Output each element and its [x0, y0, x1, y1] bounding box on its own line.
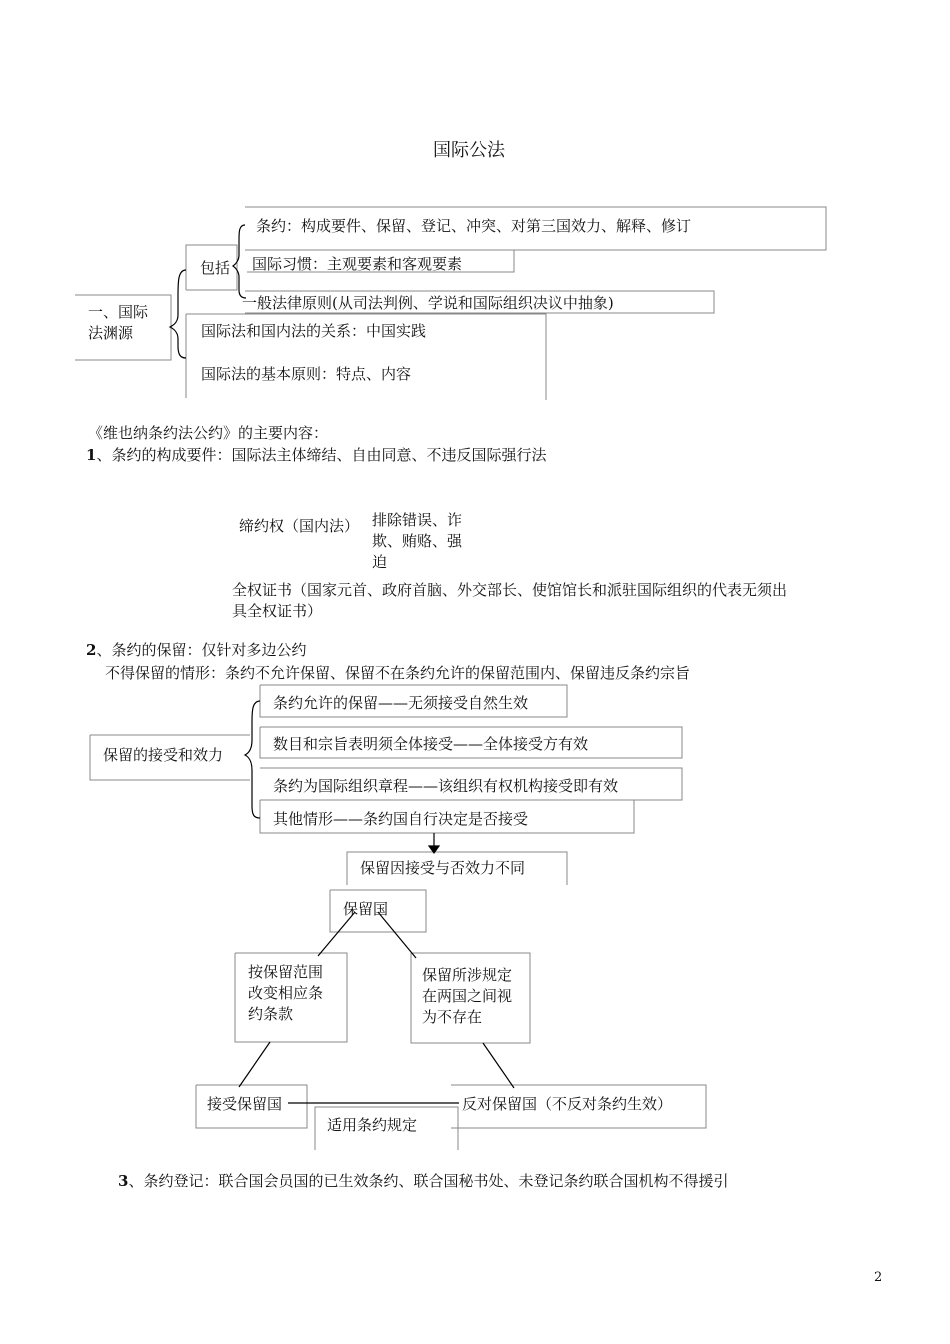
item1-number: 1 — [86, 446, 97, 464]
item3-number: 3 — [118, 1172, 129, 1190]
general-principles-text: 一般法律原则(从司法判例、学说和国际组织决议中抽象) — [242, 294, 614, 312]
accept-case-3: 条约为国际组织章程——该组织有权机构接受即有效 — [273, 777, 619, 795]
basic-principles-text: 国际法的基本原则：特点、内容 — [201, 365, 412, 383]
custom-text: 国际习惯：主观要素和客观要素 — [252, 255, 463, 273]
modify-box-text: 按保留范围改变相应条约条款 — [248, 963, 324, 1023]
accept-case-2: 数目和宗旨表明须全体接受——全体接受方有效 — [273, 735, 589, 753]
full-powers-text: 全权证书（国家元首、政府首脑、外交部长、使馆馆长和派驻国际组织的代表无须出具全权证书） — [232, 581, 788, 620]
item3-text: 、条约登记：联合国会员国的已生效条约、联合国秘书处、未登记条约联合国机构不得援引 — [128, 1172, 729, 1190]
item2-text: 、条约的保留：仅针对多边公约 — [96, 641, 307, 659]
page-number: 2 — [874, 1270, 883, 1285]
accepting-state-text: 接受保留国 — [207, 1095, 283, 1113]
reserving-state-text: 保留国 — [343, 900, 389, 918]
root-label: 一、国际 法渊源 — [88, 303, 149, 342]
root-brace — [170, 270, 186, 358]
acceptance-label: 保留的接受和效力 — [103, 746, 224, 764]
treaty-text: 条约：构成要件、保留、登记、冲突、对第三国效力、解释、修订 — [256, 217, 692, 235]
relation-text: 国际法和国内法的关系：中国实践 — [201, 322, 427, 340]
treaty-power-text: 缔约权（国内法） — [239, 517, 360, 535]
acceptance-brace — [245, 701, 260, 818]
no-reservation-text: 不得保留的情形：条约不允许保留、保留不在条约允许的保留范围内、保留违反条约宗旨 — [105, 664, 691, 682]
item2 — [86, 640, 306, 660]
vienna-heading: 《维也纳条约法公约》的主要内容： — [88, 424, 329, 442]
not-exist-box-text: 保留所涉规定在两国之间视为不存在 — [422, 966, 513, 1026]
item1 — [86, 445, 546, 465]
objecting-state-text: 反对保留国（不反对条约生效） — [462, 1095, 673, 1113]
item3 — [118, 1171, 728, 1191]
effect-box-text: 保留因接受与否效力不同 — [360, 859, 526, 877]
page-title: 国际公法 — [433, 140, 505, 161]
includes-brace — [233, 225, 246, 298]
accept-case-4: 其他情形——条约国自行决定是否接受 — [273, 810, 529, 828]
accept-case-1: 条约允许的保留——无须接受自然生效 — [273, 694, 529, 712]
item1-text: 、条约的构成要件：国际法主体缔结、自由同意、不违反国际强行法 — [96, 446, 547, 464]
apply-treaty-text: 适用条约规定 — [327, 1116, 418, 1134]
exclusion-text: 排除错误、诈欺、贿赂、强迫 — [372, 511, 463, 571]
item2-number: 2 — [86, 641, 97, 659]
includes-label: 包括 — [200, 259, 231, 277]
